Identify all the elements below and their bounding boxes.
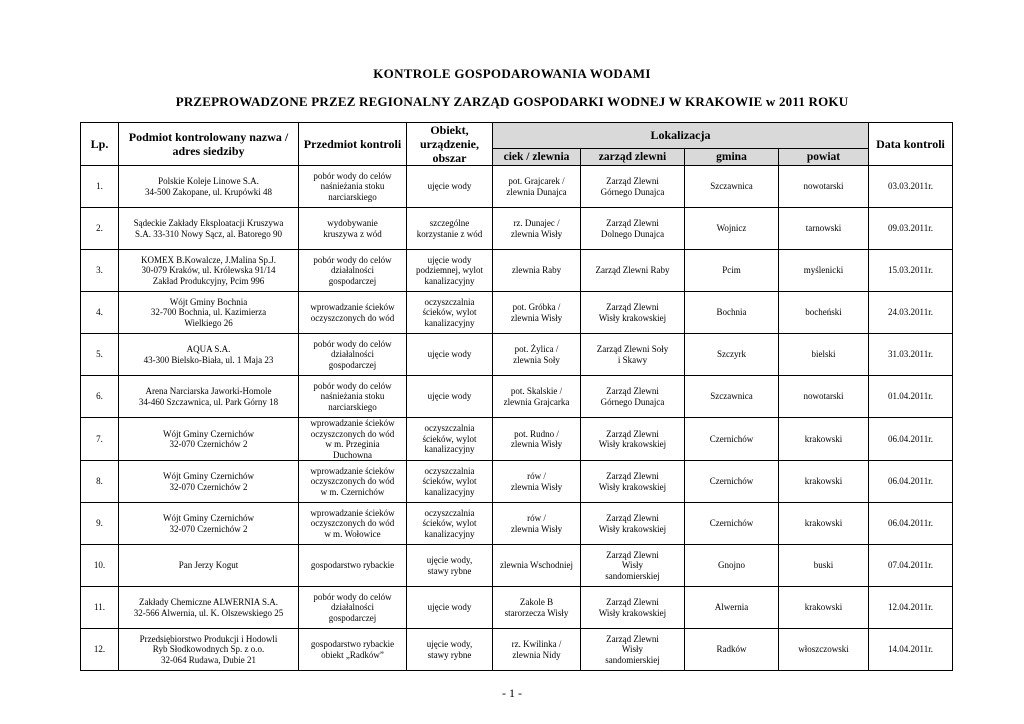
cell-lp: 3. [81,250,119,292]
cell-obiekt: oczyszczalnia ścieków, wylot kanalizacyjny [407,503,493,545]
cell-obiekt: szczególne korzystanie z wód [407,208,493,250]
cell-lp: 1. [81,166,119,208]
cell-przedmiot: pobór wody do celów naśnieżania stoku narciarskiego [299,376,407,418]
table-row [81,376,953,418]
cell-przedmiot: wprowadzanie ścieków oczyszczonych do wód w m. Przeginia Duchowna [299,418,407,461]
cell-zarzad: Zarząd Zlewni Górnego Dunajca [581,166,685,208]
header-data: Data kontroli [869,123,953,166]
cell-podmiot: KOMEX B.Kowalcze, J.Malina Sp.J. 30-079 Kraków, ul. Królewska 91/14 Zakład Produkcyjny, Pcim 996 [119,250,299,292]
cell-obiekt: ujęcie wody, stawy rybne [407,629,493,671]
cell-obiekt: ujęcie wody podziemnej, wylot kanalizacyjny [407,250,493,292]
cell-lp: 12. [81,629,119,671]
cell-lp: 6. [81,376,119,418]
cell-ciek: zlewnia Raby [493,250,581,292]
cell-podmiot: Przedsiębiorstwo Produkcji i Hodowli Ryb Słodkowodnych Sp. z o.o. 32-064 Rudawa, Dubie 21 [119,629,299,671]
table-row [81,166,953,208]
table-row [81,545,953,587]
cell-gmina: Czernichów [685,503,779,545]
header-lp: Lp. [81,123,119,166]
document-subtitle: PRZEPROWADZONE PRZEZ REGIONALNY ZARZĄD GOSPODARKI WODNEJ W KRAKOWIE w 2011 ROKU [175,94,849,109]
cell-gmina: Szczawnica [685,166,779,208]
cell-data: 03.03.2011r. [869,166,953,208]
cell-data: 12.04.2011r. [869,587,953,629]
cell-data: 09.03.2011r. [869,208,953,250]
cell-przedmiot: wprowadzanie ścieków oczyszczonych do wód w m. Czernichów [299,461,407,503]
cell-gmina: Czernichów [685,418,779,461]
cell-gmina: Szczawnica [685,376,779,418]
cell-gmina: Gnojno [685,545,779,587]
table-row [81,208,953,250]
cell-obiekt: ujęcie wody [407,587,493,629]
table-row [81,418,953,461]
cell-zarzad: Zarząd Zlewni Wisły sandomierskiej [581,545,685,587]
cell-powiat: krakowski [779,418,869,461]
cell-obiekt: oczyszczalnia ścieków, wylot kanalizacyjny [407,461,493,503]
cell-gmina: Alwernia [685,587,779,629]
header-obiekt: Obiekt, urządzenie, obszar [407,123,493,166]
cell-ciek: rz. Kwilinka / zlewnia Nidy [493,629,581,671]
cell-zarzad: Zarząd Zlewni Wisły sandomierskiej [581,629,685,671]
table-row [81,629,953,671]
cell-obiekt: oczyszczalnia ścieków, wylot kanalizacyjny [407,418,493,461]
cell-przedmiot: wprowadzanie ścieków oczyszczonych do wód [299,292,407,334]
cell-powiat: włoszczowski [779,629,869,671]
header-lokalizacja: Lokalizacja [493,123,869,149]
cell-gmina: Bochnia [685,292,779,334]
cell-ciek: rz. Dunajec / zlewnia Wisły [493,208,581,250]
cell-powiat: krakowski [779,461,869,503]
cell-ciek: pot. Skalskie / zlewnia Grajcarka [493,376,581,418]
cell-ciek: pot. Żylica / zlewnia Soły [493,334,581,376]
cell-obiekt: ujęcie wody [407,376,493,418]
cell-zarzad: Zarząd Zlewni Górnego Dunajca [581,376,685,418]
cell-data: 06.04.2011r. [869,418,953,461]
cell-data: 01.04.2011r. [869,376,953,418]
cell-gmina: Szczyrk [685,334,779,376]
header-zarzad: zarząd zlewni [581,148,685,165]
cell-data: 14.04.2011r. [869,629,953,671]
cell-obiekt: oczyszczalnia ścieków, wylot kanalizacyjny [407,292,493,334]
cell-przedmiot: gospodarstwo rybackie obiekt „Radków” [299,629,407,671]
cell-data: 07.04.2011r. [869,545,953,587]
cell-obiekt: ujęcie wody, stawy rybne [407,545,493,587]
cell-podmiot: Sądeckie Zakłady Eksploatacji Kruszywa S.A. 33-310 Nowy Sącz, al. Batorego 90 [119,208,299,250]
cell-powiat: buski [779,545,869,587]
cell-ciek: zlewnia Wschodniej [493,545,581,587]
header-przedmiot: Przedmiot kontroli [299,123,407,166]
cell-data: 06.04.2011r. [869,503,953,545]
cell-zarzad: Zarząd Zlewni Soły i Skawy [581,334,685,376]
cell-powiat: krakowski [779,587,869,629]
cell-obiekt: ujęcie wody [407,334,493,376]
cell-zarzad: Zarząd Zlewni Wisły krakowskiej [581,587,685,629]
cell-powiat: nowotarski [779,376,869,418]
cell-gmina: Radków [685,629,779,671]
cell-ciek: Zakole B starorzecza Wisły [493,587,581,629]
cell-podmiot: Zakłady Chemiczne ALWERNIA S.A. 32-566 Alwernia, ul. K. Olszewskiego 25 [119,587,299,629]
cell-zarzad: Zarząd Zlewni Wisły krakowskiej [581,503,685,545]
cell-podmiot: AQUA S.A. 43-300 Bielsko-Biała, ul. 1 Maja 23 [119,334,299,376]
cell-zarzad: Zarząd Zlewni Raby [581,250,685,292]
cell-podmiot: Polskie Koleje Linowe S.A. 34-500 Zakopane, ul. Krupówki 48 [119,166,299,208]
table-row [81,587,953,629]
cell-ciek: rów / zlewnia Wisły [493,461,581,503]
cell-podmiot: Wójt Gminy Czernichów 32-070 Czernichów 2 [119,503,299,545]
cell-ciek: pot. Gróbka / zlewnia Wisły [493,292,581,334]
cell-gmina: Wojnicz [685,208,779,250]
table-body [81,166,953,671]
cell-zarzad: Zarząd Zlewni Wisły krakowskiej [581,418,685,461]
cell-podmiot: Arena Narciarska Jaworki-Homole 34-460 Szczawnica, ul. Park Górny 18 [119,376,299,418]
cell-zarzad: Zarząd Zlewni Dolnego Dunajca [581,208,685,250]
header-powiat: powiat [779,148,869,165]
cell-lp: 11. [81,587,119,629]
cell-data: 24.03.2011r. [869,292,953,334]
cell-przedmiot: gospodarstwo rybackie [299,545,407,587]
cell-lp: 2. [81,208,119,250]
cell-lp: 5. [81,334,119,376]
table-row [81,334,953,376]
cell-powiat: bielski [779,334,869,376]
cell-podmiot: Pan Jerzy Kogut [119,545,299,587]
header-ciek: ciek / zlewnia [493,148,581,165]
cell-przedmiot: pobór wody do celów działalności gospodarczej [299,250,407,292]
header-podmiot: Podmiot kontrolowany nazwa / adres siedziby [119,123,299,166]
cell-gmina: Pcim [685,250,779,292]
cell-przedmiot: pobór wody do celów naśnieżania stoku narciarskiego [299,166,407,208]
cell-podmiot: Wójt Gminy Czernichów 32-070 Czernichów 2 [119,461,299,503]
page-number: - 1 - [502,686,522,700]
cell-przedmiot: wydobywanie kruszywa z wód [299,208,407,250]
cell-gmina: Czernichów [685,461,779,503]
cell-przedmiot: pobór wody do celów działalności gospodarczej [299,587,407,629]
table-row [81,503,953,545]
cell-zarzad: Zarząd Zlewni Wisły krakowskiej [581,292,685,334]
cell-data: 15.03.2011r. [869,250,953,292]
cell-lp: 9. [81,503,119,545]
cell-lp: 4. [81,292,119,334]
table-row [81,461,953,503]
cell-podmiot: Wójt Gminy Czernichów 32-070 Czernichów 2 [119,418,299,461]
cell-data: 31.03.2011r. [869,334,953,376]
header-gmina: gmina [685,148,779,165]
inspections-table [80,122,953,671]
cell-przedmiot: wprowadzanie ścieków oczyszczonych do wód w m. Wołowice [299,503,407,545]
cell-zarzad: Zarząd Zlewni Wisły krakowskiej [581,461,685,503]
cell-powiat: tarnowski [779,208,869,250]
cell-lp: 7. [81,418,119,461]
table-row [81,292,953,334]
cell-ciek: pot. Grajcarek / zlewnia Dunajca [493,166,581,208]
cell-ciek: rów / zlewnia Wisły [493,503,581,545]
cell-ciek: pot. Rudno / zlewnia Wisły [493,418,581,461]
cell-powiat: myślenicki [779,250,869,292]
document-title: KONTROLE GOSPODAROWANIA WODAMI [373,66,651,81]
cell-powiat: krakowski [779,503,869,545]
cell-lp: 10. [81,545,119,587]
cell-obiekt: ujęcie wody [407,166,493,208]
cell-data: 06.04.2011r. [869,461,953,503]
cell-przedmiot: pobór wody do celów działalności gospodarczej [299,334,407,376]
cell-powiat: nowotarski [779,166,869,208]
cell-powiat: bocheński [779,292,869,334]
cell-lp: 8. [81,461,119,503]
cell-podmiot: Wójt Gminy Bochnia 32-700 Bochnia, ul. Kazimierza Wielkiego 26 [119,292,299,334]
table-row [81,250,953,292]
